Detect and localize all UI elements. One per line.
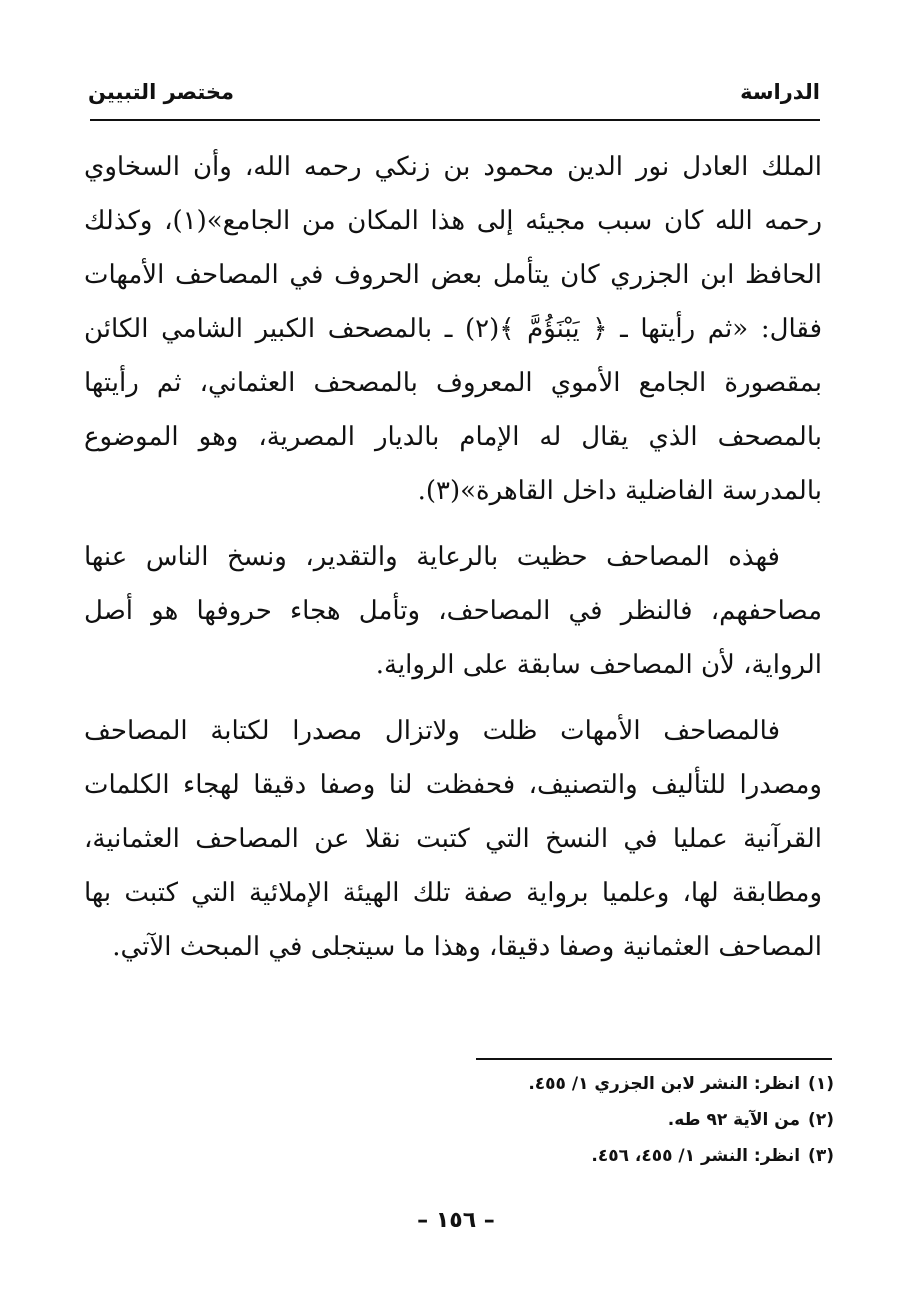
running-header [88, 72, 820, 112]
page-number: – ١٥٦ – [417, 1208, 495, 1233]
paragraph-1: الملك العادل نور الدين محمود بن زنكي رحمه الله، وأن السخاوي رحمه الله كان سبب مجيئه إلى هذا المكان من الجامع»(١)، وكذلك الحافظ ابن الجزري كان يتأمل بعض الحروف في المصاحف الأمهات فقال: «ثم رأيتها ـ ﴿ يَبْنَؤُمَّ ﴾(٢) ـ بالمصحف الكبير الشامي الكائن بمقصورة الجامع الأموي المعروف بالمصحف العثماني، ثم رأيتها بالمصحف الذي يقال له الإمام بالديار المصرية، وهو الموضوع بالمدرسة الفاضلية داخل القاهرة»(٣). [84, 152, 822, 506]
footnote-number: (٣) [808, 1146, 834, 1166]
footnote-number: (١) [808, 1074, 834, 1094]
footnote-3 [134, 1138, 834, 1174]
footnotes [134, 1066, 834, 1174]
header-section-title: الدراسة [740, 80, 820, 104]
footnote-2 [134, 1102, 834, 1138]
footnote-number: (٢) [808, 1110, 834, 1130]
paragraph-3: فالمصاحف الأمهات ظلت ولاتزال مصدرا لكتابة المصاحف ومصدرا للتأليف والتصنيف، فحفظت لنا وصفا دقيقا لهجاء الكلمات القرآنية عمليا في النسخ التي كتبت نقلا عن المصاحف العثمانية، ومطابقة لها، وعلميا برواية صفة تلك الهيئة الإملائية التي كتبت بها المصاحف العثمانية وصفا دقيقا، وهذا ما سيتجلى في المبحث الآتي. [84, 716, 822, 962]
header-book-title: مختصر التبيين [88, 80, 235, 104]
footnote-divider [476, 1058, 832, 1060]
main-text [84, 140, 822, 974]
footnote-text: انظر: النشر ١/ ٤٥٥، ٤٥٦. [591, 1146, 801, 1166]
header-divider [90, 119, 820, 121]
footnote-1 [134, 1066, 834, 1102]
footnote-text: من الآية ٩٢ طه. [667, 1110, 801, 1130]
paragraph-2: فهذه المصاحف حظيت بالرعاية والتقدير، ونسخ الناس عنها مصاحفهم، فالنظر في المصاحف، وتأمل هجاء حروفها هو أصل الرواية، لأن المصاحف سابقة على الرواية. [84, 542, 822, 680]
footnote-text: انظر: النشر لابن الجزري ١/ ٤٥٥. [528, 1074, 801, 1094]
